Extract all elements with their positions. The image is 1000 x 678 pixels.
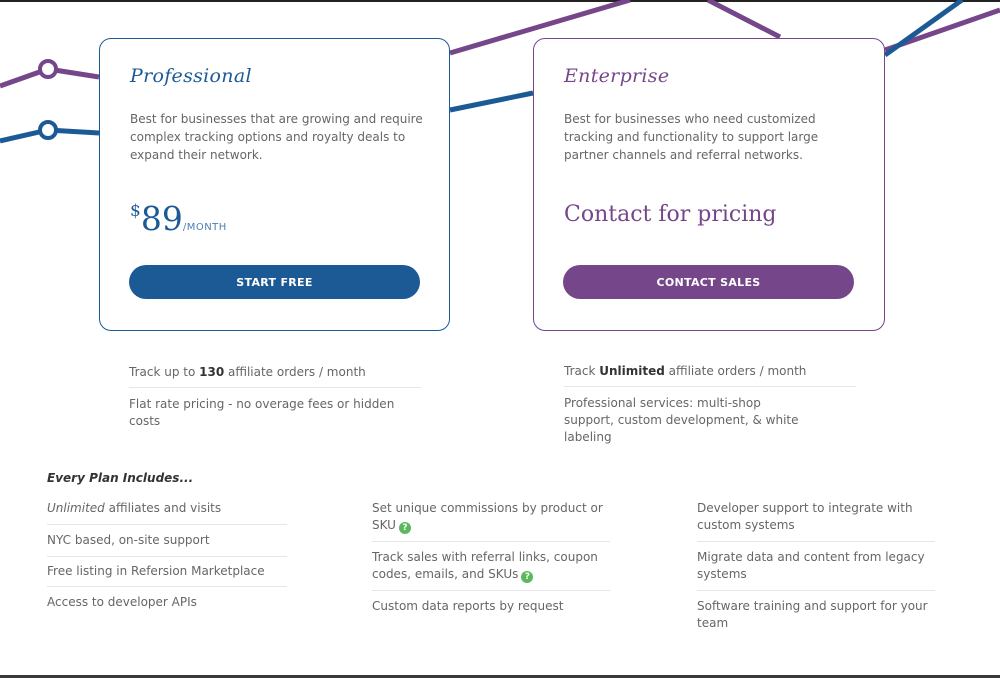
list-item: Free listing in Refersion Marketplace xyxy=(47,557,287,587)
price-amount: 89 xyxy=(140,199,183,238)
purple-graph-line-right xyxy=(708,0,780,37)
enterprise-plan-name: Enterprise xyxy=(564,65,670,87)
purple-graph-node xyxy=(40,61,56,77)
professional-feature-pricing: Flat rate pricing - no overage fees or hidden costs xyxy=(129,397,395,428)
help-icon[interactable]: ? xyxy=(399,522,411,534)
includes-column-1 xyxy=(47,500,287,618)
list-item: Unlimited affiliates and visits xyxy=(47,500,287,525)
blue-graph-line-mid xyxy=(450,93,533,110)
professional-plan-description: Best for businesses that are growing and require complex tracking options and royalty deals to expand their network. xyxy=(130,112,423,162)
list-item: Track sales with referral links, coupon codes, emails, and SKUs ? xyxy=(372,542,610,591)
every-plan-includes-title: Every Plan Includes... xyxy=(47,471,194,485)
help-icon[interactable]: ? xyxy=(521,571,533,583)
enterprise-plan-description: Best for businesses who need customized tracking and functionality to support large partner channels and referral networks. xyxy=(564,112,819,162)
enterprise-price-text: Contact for pricing xyxy=(564,202,777,227)
list-item: Migrate data and content from legacy systems xyxy=(697,542,935,591)
professional-price xyxy=(130,199,227,238)
list-item: Developer support to integrate with custom systems xyxy=(697,500,935,542)
list-item: Set unique commissions by product or SKU ? xyxy=(372,500,610,542)
professional-plan-card xyxy=(99,38,450,331)
professional-feature-orders: Track up to 130 affiliate orders / month xyxy=(129,364,421,388)
enterprise-feature-orders: Track Unlimited affiliate orders / month xyxy=(564,363,856,387)
enterprise-feature-services: Professional services: multi-shop support, custom development, & white labeling xyxy=(564,396,799,444)
list-item: Software training and support for your team xyxy=(697,599,928,630)
price-currency: $ xyxy=(130,201,141,221)
includes-column-3 xyxy=(697,500,935,639)
list-item: NYC based, on-site support xyxy=(47,525,287,557)
price-period: /MONTH xyxy=(182,222,227,233)
professional-plan-name: Professional xyxy=(130,65,252,87)
professional-features xyxy=(129,364,421,430)
enterprise-features xyxy=(564,363,856,446)
enterprise-plan-card xyxy=(533,38,885,331)
list-item: Custom data reports by request xyxy=(372,599,564,613)
blue-graph-node xyxy=(40,122,56,138)
includes-column-2 xyxy=(372,500,610,622)
contact-sales-button[interactable]: CONTACT SALES xyxy=(563,265,854,299)
start-free-button[interactable]: START FREE xyxy=(129,265,420,299)
list-item: Access to developer APIs xyxy=(47,595,197,609)
